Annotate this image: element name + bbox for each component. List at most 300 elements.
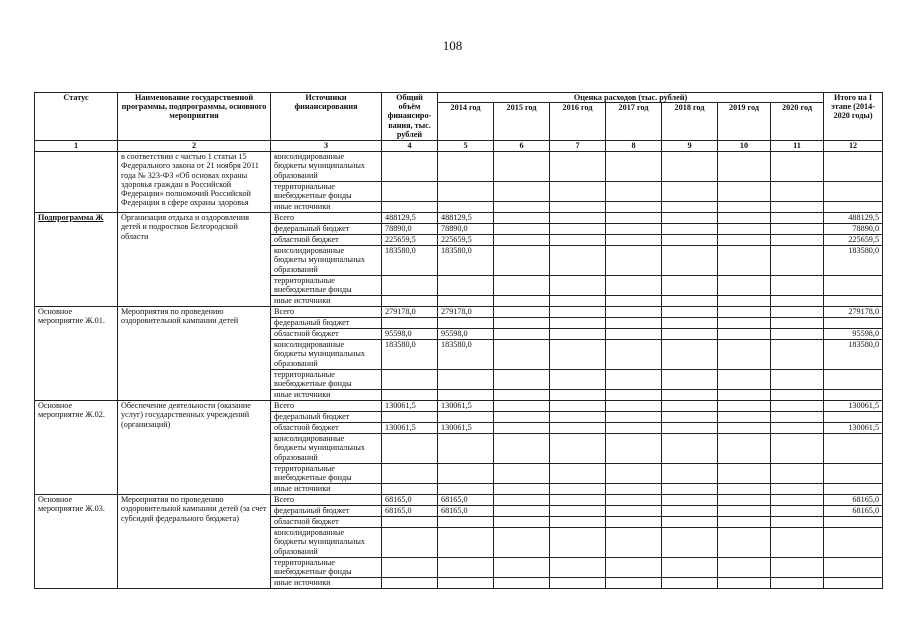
total-cell xyxy=(382,370,438,390)
year-empty-cell xyxy=(606,423,662,434)
year-2014-cell: 78890,0 xyxy=(438,224,494,235)
year-2014-cell xyxy=(438,390,494,401)
itogo-cell: 95598,0 xyxy=(824,329,883,340)
year-empty-cell xyxy=(606,578,662,589)
year-empty-cell xyxy=(550,434,606,464)
header-year: 2015 год xyxy=(494,103,550,141)
total-cell xyxy=(382,276,438,296)
year-empty-cell xyxy=(771,235,824,246)
year-empty-cell xyxy=(550,401,606,412)
header-name: Наименование государственной программы, подпрограммы, основного мероприятия xyxy=(118,93,271,141)
year-empty-cell xyxy=(718,182,771,202)
source-cell: федеральный бюджет xyxy=(271,412,382,423)
year-empty-cell xyxy=(606,329,662,340)
year-empty-cell xyxy=(662,578,718,589)
year-empty-cell xyxy=(550,423,606,434)
year-empty-cell xyxy=(606,517,662,528)
source-cell: областной бюджет xyxy=(271,423,382,434)
year-empty-cell xyxy=(606,152,662,182)
total-cell: 95598,0 xyxy=(382,329,438,340)
itogo-cell: 183580,0 xyxy=(824,340,883,370)
year-empty-cell xyxy=(494,390,550,401)
year-empty-cell xyxy=(718,307,771,318)
year-empty-cell xyxy=(606,484,662,495)
year-empty-cell xyxy=(662,495,718,506)
year-empty-cell xyxy=(718,276,771,296)
year-2014-cell: 68165,0 xyxy=(438,506,494,517)
year-empty-cell xyxy=(718,434,771,464)
year-empty-cell xyxy=(550,235,606,246)
year-empty-cell xyxy=(606,182,662,202)
source-cell: Всего xyxy=(271,495,382,506)
year-empty-cell xyxy=(550,152,606,182)
year-empty-cell xyxy=(606,434,662,464)
year-empty-cell xyxy=(550,528,606,558)
itogo-cell: 68165,0 xyxy=(824,495,883,506)
year-empty-cell xyxy=(718,506,771,517)
year-empty-cell xyxy=(662,558,718,578)
year-empty-cell xyxy=(550,517,606,528)
year-empty-cell xyxy=(771,318,824,329)
year-empty-cell xyxy=(550,276,606,296)
year-empty-cell xyxy=(494,506,550,517)
year-empty-cell xyxy=(718,558,771,578)
header-itogo: Итого на I этапе (2014-2020 годы) xyxy=(824,93,883,141)
source-cell: консолидированные бюджеты муниципальных образований xyxy=(271,434,382,464)
total-cell: 78890,0 xyxy=(382,224,438,235)
year-2014-cell xyxy=(438,202,494,213)
year-2014-cell xyxy=(438,558,494,578)
status-cell: Основное мероприятие Ж.02. xyxy=(35,401,118,495)
year-2014-cell: 68165,0 xyxy=(438,495,494,506)
year-2014-cell: 488129,5 xyxy=(438,213,494,224)
budget-table xyxy=(34,92,883,589)
year-empty-cell xyxy=(494,464,550,484)
year-empty-cell xyxy=(662,423,718,434)
source-cell: иные источники xyxy=(271,296,382,307)
itogo-cell xyxy=(824,202,883,213)
year-empty-cell xyxy=(771,329,824,340)
year-2014-cell xyxy=(438,528,494,558)
source-cell: консолидированные бюджеты муниципальных образований xyxy=(271,246,382,276)
year-empty-cell xyxy=(494,307,550,318)
itogo-cell xyxy=(824,318,883,329)
year-empty-cell xyxy=(662,213,718,224)
year-empty-cell xyxy=(550,464,606,484)
itogo-cell: 130061,5 xyxy=(824,423,883,434)
year-empty-cell xyxy=(771,578,824,589)
itogo-cell: 68165,0 xyxy=(824,506,883,517)
source-cell: консолидированные бюджеты муниципальных образований xyxy=(271,528,382,558)
name-cell: Обеспечение деятельности (оказание услуг) государственных учреждений (организаций) xyxy=(118,401,271,495)
source-cell: консолидированные бюджеты муниципальных образований xyxy=(271,340,382,370)
year-empty-cell xyxy=(606,202,662,213)
year-empty-cell xyxy=(771,276,824,296)
column-index: 11 xyxy=(771,141,824,152)
year-2014-cell xyxy=(438,412,494,423)
total-cell: 183580,0 xyxy=(382,340,438,370)
year-empty-cell xyxy=(606,276,662,296)
total-cell: 68165,0 xyxy=(382,495,438,506)
year-2014-cell xyxy=(438,578,494,589)
year-empty-cell xyxy=(718,340,771,370)
year-empty-cell xyxy=(550,329,606,340)
year-empty-cell xyxy=(771,423,824,434)
year-empty-cell xyxy=(494,246,550,276)
year-empty-cell xyxy=(550,296,606,307)
itogo-cell xyxy=(824,390,883,401)
year-empty-cell xyxy=(494,152,550,182)
year-empty-cell xyxy=(606,213,662,224)
itogo-cell xyxy=(824,296,883,307)
header-year: 2016 год xyxy=(550,103,606,141)
year-2014-cell: 225659,5 xyxy=(438,235,494,246)
itogo-cell xyxy=(824,578,883,589)
year-empty-cell xyxy=(494,558,550,578)
header-year: 2019 год xyxy=(718,103,771,141)
year-empty-cell xyxy=(662,340,718,370)
year-empty-cell xyxy=(718,484,771,495)
year-empty-cell xyxy=(606,528,662,558)
header-year: 2017 год xyxy=(606,103,662,141)
total-cell: 130061,5 xyxy=(382,423,438,434)
year-empty-cell xyxy=(718,528,771,558)
header-total: Общий объём финансиро-вания, тыс. рублей xyxy=(382,93,438,141)
year-empty-cell xyxy=(550,340,606,370)
column-index: 10 xyxy=(718,141,771,152)
itogo-cell xyxy=(824,276,883,296)
year-empty-cell xyxy=(771,495,824,506)
year-empty-cell xyxy=(662,276,718,296)
year-2014-cell xyxy=(438,296,494,307)
year-empty-cell xyxy=(771,434,824,464)
name-cell: Мероприятия по проведению оздоровительной кампании детей (за счет субсидий федерального бюджета) xyxy=(118,495,271,589)
year-empty-cell xyxy=(771,401,824,412)
year-2014-cell xyxy=(438,370,494,390)
total-cell xyxy=(382,318,438,329)
source-cell: иные источники xyxy=(271,484,382,495)
itogo-cell: 279178,0 xyxy=(824,307,883,318)
year-2014-cell: 183580,0 xyxy=(438,340,494,370)
total-cell: 488129,5 xyxy=(382,213,438,224)
year-empty-cell xyxy=(718,296,771,307)
year-empty-cell xyxy=(771,182,824,202)
year-2014-cell xyxy=(438,318,494,329)
year-empty-cell xyxy=(718,246,771,276)
source-cell: территориальные внебюджетные фонды xyxy=(271,276,382,296)
name-cell: в соответствии с частью 1 статьи 15 Федерального закона от 21 ноября 2011 года № 323-ФЗ «Об основах охраны здоровья граждан в Российской Федерации» полномочий Российской Федерации в сфере охраны здоровья xyxy=(118,152,271,213)
total-cell xyxy=(382,434,438,464)
source-cell: областной бюджет xyxy=(271,517,382,528)
year-empty-cell xyxy=(550,246,606,276)
year-empty-cell xyxy=(771,296,824,307)
table-body xyxy=(35,152,883,589)
year-empty-cell xyxy=(718,329,771,340)
year-empty-cell xyxy=(606,506,662,517)
year-empty-cell xyxy=(550,506,606,517)
column-index: 1 xyxy=(35,141,118,152)
total-cell xyxy=(382,296,438,307)
name-cell: Организация отдыха и оздоровления детей и подростков Белгородской области xyxy=(118,213,271,307)
column-index: 3 xyxy=(271,141,382,152)
table-row xyxy=(35,152,883,182)
year-2014-cell xyxy=(438,434,494,464)
itogo-cell xyxy=(824,484,883,495)
year-empty-cell xyxy=(662,370,718,390)
year-empty-cell xyxy=(662,224,718,235)
year-empty-cell xyxy=(550,484,606,495)
column-index: 4 xyxy=(382,141,438,152)
source-cell: территориальные внебюджетные фонды xyxy=(271,558,382,578)
total-cell xyxy=(382,202,438,213)
year-empty-cell xyxy=(494,340,550,370)
column-index: 2 xyxy=(118,141,271,152)
total-cell xyxy=(382,464,438,484)
column-index: 8 xyxy=(606,141,662,152)
column-index: 6 xyxy=(494,141,550,152)
year-empty-cell xyxy=(718,401,771,412)
year-empty-cell xyxy=(494,202,550,213)
year-empty-cell xyxy=(718,202,771,213)
year-2014-cell xyxy=(438,464,494,484)
year-empty-cell xyxy=(494,213,550,224)
year-empty-cell xyxy=(718,152,771,182)
year-2014-cell: 130061,5 xyxy=(438,423,494,434)
year-empty-cell xyxy=(606,307,662,318)
year-empty-cell xyxy=(718,578,771,589)
year-empty-cell xyxy=(771,506,824,517)
year-empty-cell xyxy=(494,182,550,202)
year-empty-cell xyxy=(494,276,550,296)
year-empty-cell xyxy=(662,390,718,401)
year-empty-cell xyxy=(550,202,606,213)
source-cell: территориальные внебюджетные фонды xyxy=(271,370,382,390)
year-empty-cell xyxy=(550,558,606,578)
source-cell: территориальные внебюджетные фонды xyxy=(271,182,382,202)
year-2014-cell: 279178,0 xyxy=(438,307,494,318)
year-empty-cell xyxy=(606,370,662,390)
year-empty-cell xyxy=(662,401,718,412)
year-empty-cell xyxy=(494,329,550,340)
year-empty-cell xyxy=(606,412,662,423)
year-empty-cell xyxy=(718,235,771,246)
year-empty-cell xyxy=(662,182,718,202)
column-index: 7 xyxy=(550,141,606,152)
status-cell xyxy=(35,152,118,213)
year-empty-cell xyxy=(662,329,718,340)
header-sources: Источники финансирования xyxy=(271,93,382,141)
year-empty-cell xyxy=(718,517,771,528)
year-empty-cell xyxy=(718,224,771,235)
year-empty-cell xyxy=(718,390,771,401)
year-empty-cell xyxy=(771,246,824,276)
year-empty-cell xyxy=(494,495,550,506)
year-empty-cell xyxy=(550,213,606,224)
year-empty-cell xyxy=(662,412,718,423)
year-empty-cell xyxy=(494,528,550,558)
year-empty-cell xyxy=(718,370,771,390)
year-empty-cell xyxy=(606,246,662,276)
total-cell xyxy=(382,182,438,202)
total-cell: 68165,0 xyxy=(382,506,438,517)
itogo-cell xyxy=(824,182,883,202)
year-empty-cell xyxy=(606,390,662,401)
year-empty-cell xyxy=(771,370,824,390)
itogo-cell: 78890,0 xyxy=(824,224,883,235)
year-empty-cell xyxy=(550,318,606,329)
table-row xyxy=(35,495,883,506)
source-cell: иные источники xyxy=(271,202,382,213)
total-cell: 183580,0 xyxy=(382,246,438,276)
year-empty-cell xyxy=(771,484,824,495)
year-empty-cell xyxy=(494,423,550,434)
year-empty-cell xyxy=(771,307,824,318)
year-empty-cell xyxy=(662,464,718,484)
year-2014-cell xyxy=(438,517,494,528)
page-number: 108 xyxy=(442,38,463,53)
year-empty-cell xyxy=(662,528,718,558)
year-empty-cell xyxy=(494,296,550,307)
year-2014-cell xyxy=(438,182,494,202)
itogo-cell: 130061,5 xyxy=(824,401,883,412)
year-2014-cell: 95598,0 xyxy=(438,329,494,340)
year-empty-cell xyxy=(494,401,550,412)
itogo-cell: 183580,0 xyxy=(824,246,883,276)
year-empty-cell xyxy=(494,318,550,329)
source-cell: территориальные внебюджетные фонды xyxy=(271,464,382,484)
source-cell: Всего xyxy=(271,401,382,412)
total-cell xyxy=(382,517,438,528)
year-empty-cell xyxy=(771,528,824,558)
total-cell xyxy=(382,558,438,578)
year-empty-cell xyxy=(494,517,550,528)
total-cell: 130061,5 xyxy=(382,401,438,412)
year-empty-cell xyxy=(771,202,824,213)
year-empty-cell xyxy=(771,517,824,528)
year-empty-cell xyxy=(662,517,718,528)
year-empty-cell xyxy=(606,318,662,329)
year-empty-cell xyxy=(662,296,718,307)
source-cell: федеральный бюджет xyxy=(271,506,382,517)
total-cell: 225659,5 xyxy=(382,235,438,246)
status-cell: Основное мероприятие Ж.01. xyxy=(35,307,118,401)
itogo-cell: 488129,5 xyxy=(824,213,883,224)
year-empty-cell xyxy=(662,152,718,182)
source-cell: Всего xyxy=(271,213,382,224)
source-cell: областной бюджет xyxy=(271,235,382,246)
year-empty-cell xyxy=(550,390,606,401)
year-empty-cell xyxy=(494,412,550,423)
year-empty-cell xyxy=(606,224,662,235)
year-empty-cell xyxy=(771,152,824,182)
source-cell: иные источники xyxy=(271,578,382,589)
source-cell: областной бюджет xyxy=(271,329,382,340)
year-empty-cell xyxy=(550,578,606,589)
year-empty-cell xyxy=(550,182,606,202)
itogo-cell xyxy=(824,558,883,578)
year-empty-cell xyxy=(771,213,824,224)
year-empty-cell xyxy=(606,495,662,506)
source-cell: федеральный бюджет xyxy=(271,224,382,235)
year-2014-cell: 183580,0 xyxy=(438,246,494,276)
status-cell: Основное мероприятие Ж.03. xyxy=(35,495,118,589)
column-index-row xyxy=(35,141,883,152)
year-empty-cell xyxy=(718,495,771,506)
year-empty-cell xyxy=(771,224,824,235)
year-empty-cell xyxy=(718,423,771,434)
header-year: 2014 год xyxy=(438,103,494,141)
total-cell xyxy=(382,578,438,589)
total-cell xyxy=(382,528,438,558)
itogo-cell xyxy=(824,412,883,423)
year-2014-cell: 130061,5 xyxy=(438,401,494,412)
status-cell: Подпрограмма Ж xyxy=(35,213,118,307)
table-row xyxy=(35,213,883,224)
year-empty-cell xyxy=(662,484,718,495)
itogo-cell xyxy=(824,464,883,484)
year-empty-cell xyxy=(718,464,771,484)
itogo-cell xyxy=(824,370,883,390)
year-empty-cell xyxy=(606,558,662,578)
year-empty-cell xyxy=(550,412,606,423)
source-cell: федеральный бюджет xyxy=(271,318,382,329)
year-2014-cell xyxy=(438,152,494,182)
year-empty-cell xyxy=(550,370,606,390)
year-empty-cell xyxy=(718,412,771,423)
year-empty-cell xyxy=(771,558,824,578)
itogo-cell xyxy=(824,528,883,558)
header-status: Статус xyxy=(35,93,118,141)
year-empty-cell xyxy=(494,484,550,495)
itogo-cell: 225659,5 xyxy=(824,235,883,246)
year-empty-cell xyxy=(606,235,662,246)
year-empty-cell xyxy=(606,340,662,370)
year-2014-cell xyxy=(438,484,494,495)
year-empty-cell xyxy=(662,318,718,329)
table-row xyxy=(35,307,883,318)
itogo-cell xyxy=(824,434,883,464)
year-empty-cell xyxy=(662,202,718,213)
year-empty-cell xyxy=(550,495,606,506)
year-empty-cell xyxy=(550,307,606,318)
year-empty-cell xyxy=(771,390,824,401)
source-cell: консолидированные бюджеты муниципальных образований xyxy=(271,152,382,182)
year-empty-cell xyxy=(662,307,718,318)
header-year: 2020 год xyxy=(771,103,824,141)
source-cell: Всего xyxy=(271,307,382,318)
column-index: 9 xyxy=(662,141,718,152)
year-empty-cell xyxy=(771,412,824,423)
year-empty-cell xyxy=(662,506,718,517)
year-empty-cell xyxy=(550,224,606,235)
column-index: 5 xyxy=(438,141,494,152)
year-empty-cell xyxy=(662,246,718,276)
total-cell xyxy=(382,390,438,401)
year-empty-cell xyxy=(718,213,771,224)
year-empty-cell xyxy=(606,401,662,412)
year-empty-cell xyxy=(494,578,550,589)
year-2014-cell xyxy=(438,276,494,296)
itogo-cell xyxy=(824,152,883,182)
year-empty-cell xyxy=(662,235,718,246)
header-year: 2018 год xyxy=(662,103,718,141)
year-empty-cell xyxy=(494,370,550,390)
header-estimate-group: Оценка расходов (тыс. рублей) xyxy=(438,93,824,103)
column-index: 12 xyxy=(824,141,883,152)
table-row xyxy=(35,401,883,412)
year-empty-cell xyxy=(662,434,718,464)
year-empty-cell xyxy=(606,464,662,484)
